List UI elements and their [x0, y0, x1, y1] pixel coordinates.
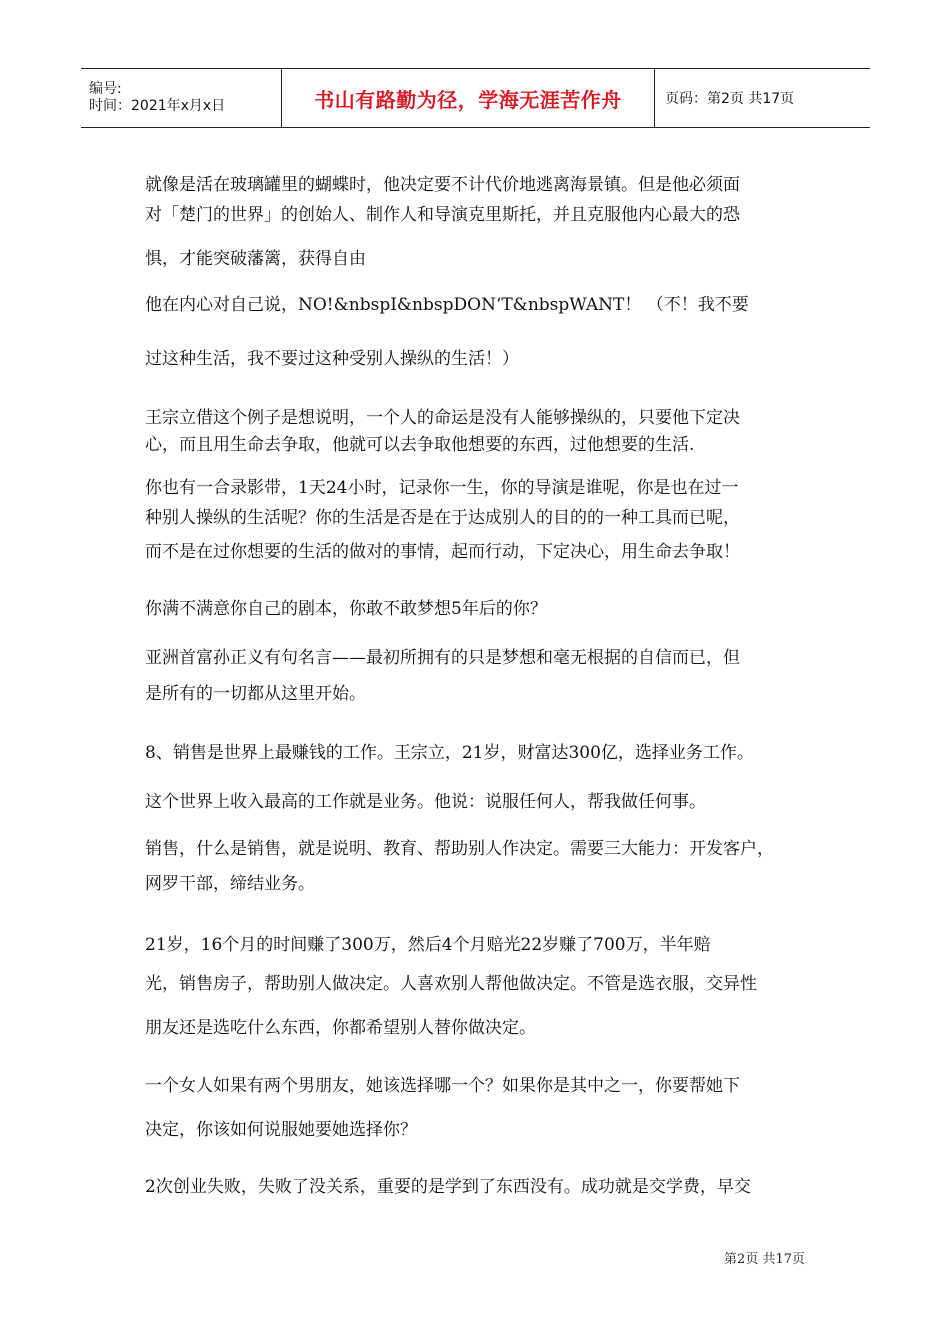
paragraph-line: 亚洲首富孙正义有句名言——最初所拥有的只是梦想和毫无根据的自信而已，但 [145, 648, 740, 668]
paragraph-line: 销售，什么是销售，就是说明、教育、帮助别人作决定。需要三大能力：开发客户， [145, 839, 774, 859]
paragraph-line: 2次创业失败，失败了没关系，重要的是学到了东西没有。成功就是交学费，早交 [145, 1177, 751, 1197]
paragraph-line: 过这种生活，我不要过这种受别人操纵的生活！） [145, 349, 519, 369]
paragraph-line: 朋友还是选吃什么东西，你都希望别人替你做决定。 [145, 1018, 536, 1038]
header-page-label: 页码：第2页 共17页 [665, 91, 795, 107]
paragraph-line: 一个女人如果有两个男朋友，她该选择哪一个？如果你是其中之一，你要帮她下 [145, 1076, 740, 1096]
header-meta [81, 69, 282, 127]
paragraph-line: 心，而且用生命去争取，他就可以去争取他想要的东西，过他想要的生活. [145, 435, 695, 455]
paragraph-line: 21岁，16个月的时间赚了300万，然后4个月赔光22岁赚了700万，半年赔 [145, 935, 711, 955]
paragraph-line: 这个世界上收入最高的工作就是业务。他说：说服任何人，帮我做任何事。 [145, 792, 706, 812]
paragraph-line: 你满不满意你自己的剧本，你敢不敢梦想5年后的你？ [145, 599, 547, 619]
page-header [81, 68, 870, 128]
paragraph-line: 种别人操纵的生活呢？你的生活是否是在于达成别人的目的的一种工具而已呢， [145, 508, 740, 528]
paragraph-line: 是所有的一切都从这里开始。 [145, 684, 366, 704]
page-footer-number: 第2页 共17页 [724, 1252, 805, 1267]
paragraph-line: 网罗干部，缔结业务。 [145, 874, 315, 894]
paragraph-line: 惧，才能突破藩篱，获得自由 [145, 249, 366, 269]
paragraph-line: 王宗立借这个例子是想说明，一个人的命运是没有人能够操纵的，只要他下定决 [145, 408, 740, 428]
paragraph-line: 8、销售是世界上最赚钱的工作。王宗立，21岁，财富达300亿，选择业务工作。 [145, 743, 754, 763]
paragraph-line: 而不是在过你想要的生活的做对的事情，起而行动，下定决心，用生命去争取！ [145, 542, 740, 562]
paragraph-line: 他在内心对自己说，NO!&nbspI&nbspDON‘T&nbspWANT！ （不！我不要 [145, 295, 749, 315]
paragraph-line: 光，销售房子，帮助别人做决定。人喜欢别人帮他做决定。不管是选衣服，交异性 [145, 974, 757, 994]
paragraph-line: 你也有一合录影带，1天24小时，记录你一生，你的导演是谁呢，你是也在过一 [145, 478, 739, 498]
document-time-label: 时间：2021年x月x日 [89, 98, 226, 114]
header-motto: 书山有路勤为径，学海无涯苦作舟 [282, 69, 655, 127]
paragraph-line: 就像是活在玻璃罐里的蝴蝶时，他决定要不计代价地逃离海景镇。但是他必须面 [145, 175, 740, 195]
paragraph-line: 决定，你该如何说服她要她选择你？ [145, 1120, 417, 1140]
paragraph-line: 对「楚门的世界」的创始人、制作人和导演克里斯托，并且克服他内心最大的恐 [145, 205, 740, 225]
document-number-label: 编号: [89, 81, 122, 97]
